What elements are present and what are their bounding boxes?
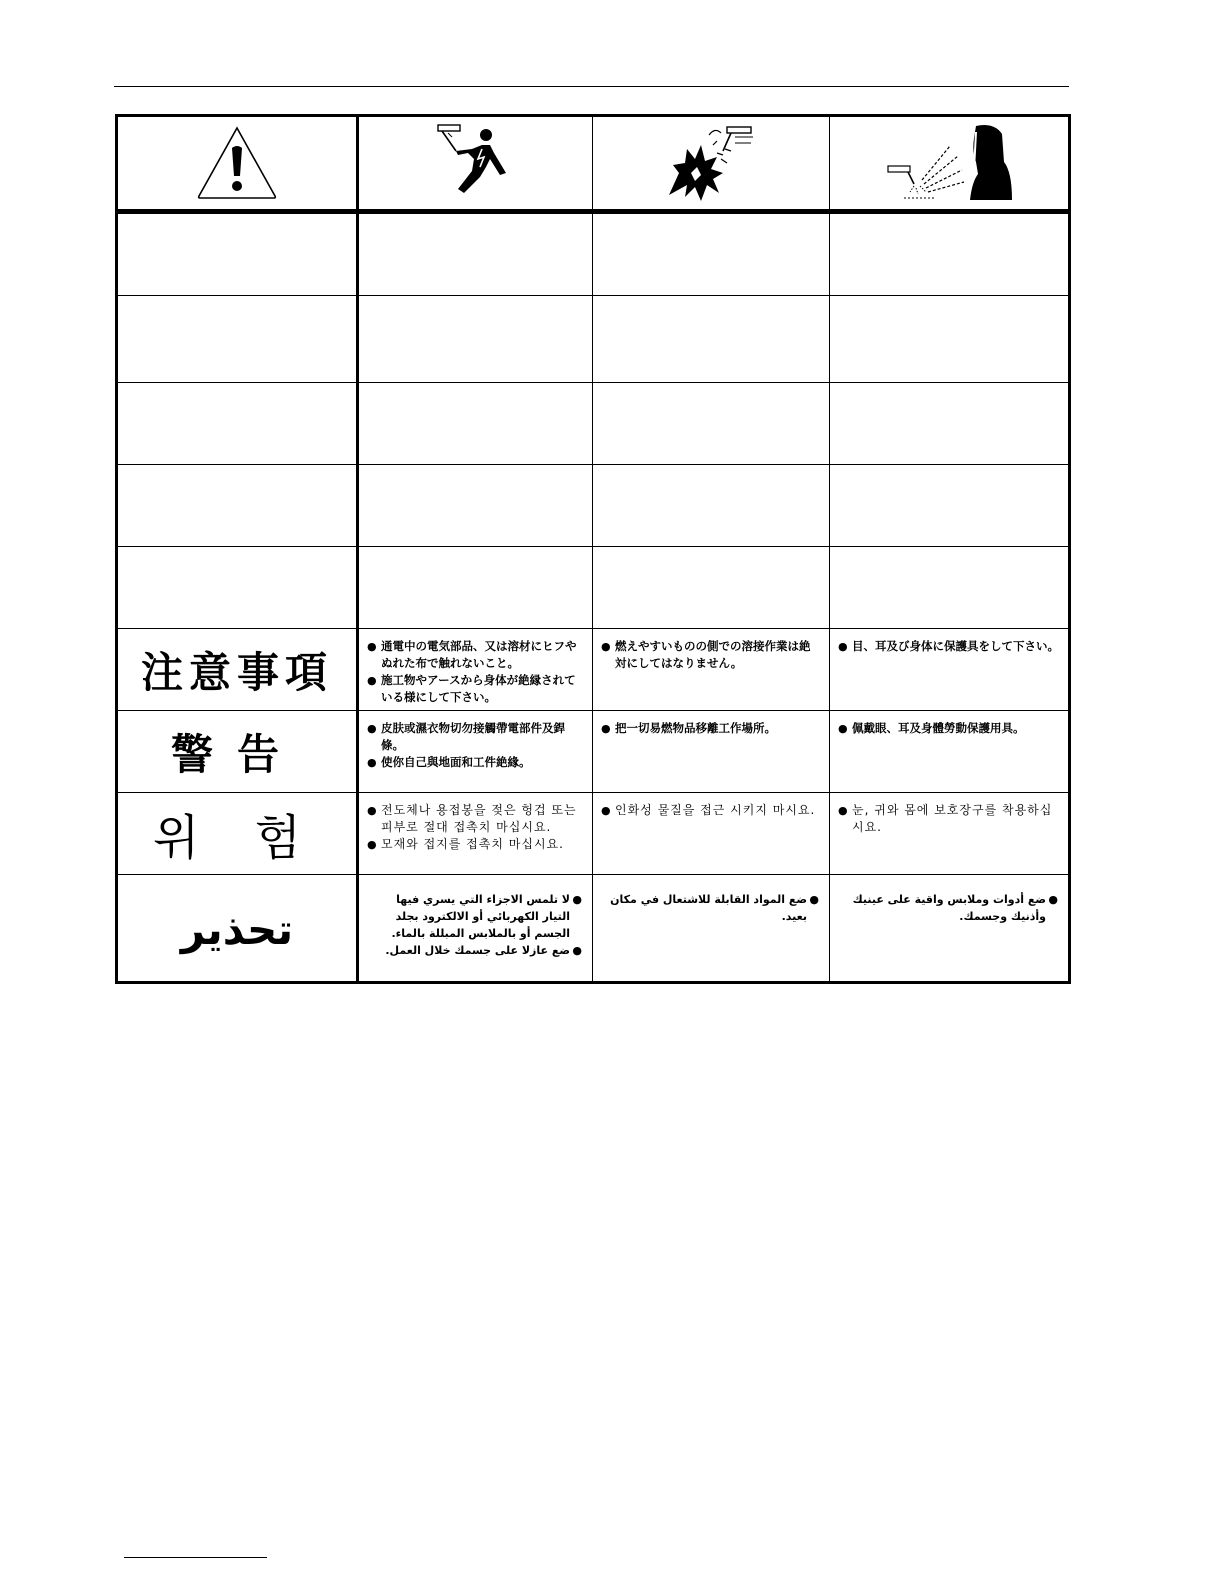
arabic-heading: تحذير <box>180 905 294 954</box>
bullet-icon: ● <box>838 722 848 735</box>
blank-row <box>117 296 1070 383</box>
bullet-text: لا تلمس الاجزاء التي يسري فيها التيار الكهربائي أو الالكترود بجلد الجسم أو بالملابس المبللة بالماء. <box>391 893 570 940</box>
bullet-text: 모재와 접지를 접촉치 마십시요. <box>381 837 564 851</box>
blank-row <box>117 547 1070 629</box>
bullet-text: ضع أدوات وملابس واقية على عينيك وأذنيك وجسمك. <box>852 893 1046 923</box>
arabic-row <box>117 875 1070 983</box>
bullet-icon: ● <box>838 640 848 653</box>
explosion-icon-cell <box>593 116 830 212</box>
bullet-text: 使你自己與地面和工件絶緣。 <box>381 755 531 769</box>
korean-shock-text <box>359 793 592 853</box>
korean-fire-text <box>593 793 829 819</box>
blank-row <box>117 212 1070 296</box>
chinese-row <box>117 711 1070 793</box>
chinese-heading: 警告 <box>170 729 303 779</box>
korean-rays-text <box>830 793 1068 836</box>
bullet-icon: ● <box>1048 893 1058 906</box>
bullet-item <box>838 720 1060 737</box>
shock-icon-cell <box>358 116 593 212</box>
arabic-shock-text <box>359 875 592 959</box>
chinese-fire-text <box>593 711 829 737</box>
bullet-icon: ● <box>367 838 378 851</box>
bullet-item <box>601 638 821 672</box>
bullet-item <box>367 802 584 836</box>
bullet-item <box>838 802 1060 836</box>
blank-row <box>117 465 1070 547</box>
bullet-text: 施工物やアースから身体が絶縁されている様にして下さい。 <box>381 673 576 704</box>
electric-shock-icon <box>434 123 518 203</box>
japanese-heading: 注意事項 <box>140 647 333 697</box>
bullet-text: 전도체나 용접봉을 젖은 헝겁 또는 피부로 절대 접촉치 마십시요. <box>381 803 577 834</box>
bullet-item <box>367 720 584 754</box>
bullet-text: 皮肤或濕衣物切勿接觸帶電部件及銲條。 <box>381 721 565 752</box>
warning-icon-cell <box>117 116 358 212</box>
bullet-icon: ● <box>367 722 377 735</box>
bullet-icon: ● <box>601 722 611 735</box>
japanese-fire-text <box>593 629 829 672</box>
footer-rule <box>124 1557 267 1558</box>
bullet-icon: ● <box>572 893 582 906</box>
bullet-icon: ● <box>367 640 377 653</box>
icon-row <box>117 116 1070 212</box>
bullet-icon: ● <box>572 944 582 957</box>
bullet-item <box>367 672 584 706</box>
bullet-item <box>601 802 821 819</box>
blank-row <box>117 383 1070 465</box>
safety-warning-table <box>115 114 1071 984</box>
bullet-text: 인화성 물질을 접근 시키지 마시요. <box>615 803 816 817</box>
header-rule <box>114 86 1069 87</box>
chinese-shock-text <box>359 711 592 771</box>
bullet-icon: ● <box>601 804 612 817</box>
warning-triangle-icon <box>195 124 279 202</box>
bullet-icon: ● <box>367 756 377 769</box>
bullet-item <box>601 720 821 737</box>
bullet-icon: ● <box>367 804 378 817</box>
korean-row <box>117 793 1070 875</box>
bullet-text: 佩戴眼、耳及身體勞動保護用具。 <box>852 721 1025 735</box>
bullet-item <box>838 638 1060 655</box>
bullet-text: 把一切易燃物品移離工作場所。 <box>615 721 776 735</box>
bullet-text: ضع عازلا على جسمك خلال العمل. <box>385 944 570 957</box>
bullet-item <box>840 891 1058 925</box>
arc-rays-helmet-icon <box>884 122 1014 204</box>
arc-rays-icon-cell <box>830 116 1070 212</box>
bullet-item <box>367 638 584 672</box>
bullet-icon: ● <box>601 640 611 653</box>
bullet-text: 燃えやすいものの側での溶接作業は絶対にしてはなりません。 <box>615 639 811 670</box>
bullet-icon: ● <box>367 674 377 687</box>
bullet-item <box>367 754 584 771</box>
japanese-row <box>117 629 1070 711</box>
bullet-item <box>369 942 582 959</box>
bullet-text: ضع المواد القابلة للاشتعال في مكان بعيد. <box>610 893 807 923</box>
bullet-text: 通電中の電気部品、又は溶材にヒフやぬれた布で触れないこと。 <box>381 639 577 670</box>
chinese-rays-text <box>830 711 1068 737</box>
japanese-shock-text <box>359 629 592 706</box>
bullet-icon: ● <box>809 893 819 906</box>
bullet-icon: ● <box>838 804 849 817</box>
japanese-rays-text <box>830 629 1068 655</box>
bullet-item <box>369 891 582 942</box>
bullet-item <box>367 836 584 853</box>
bullet-text: 目、耳及び身体に保護具をして下さい。 <box>852 639 1059 653</box>
arabic-rays-text <box>830 875 1068 925</box>
korean-heading: 위 험 <box>153 810 321 866</box>
bullet-text: 눈, 귀와 몸에 보호장구를 착용하십시요. <box>852 803 1053 834</box>
arabic-fire-text <box>593 875 829 925</box>
explosion-fire-icon <box>665 123 757 203</box>
bullet-item <box>603 891 819 925</box>
